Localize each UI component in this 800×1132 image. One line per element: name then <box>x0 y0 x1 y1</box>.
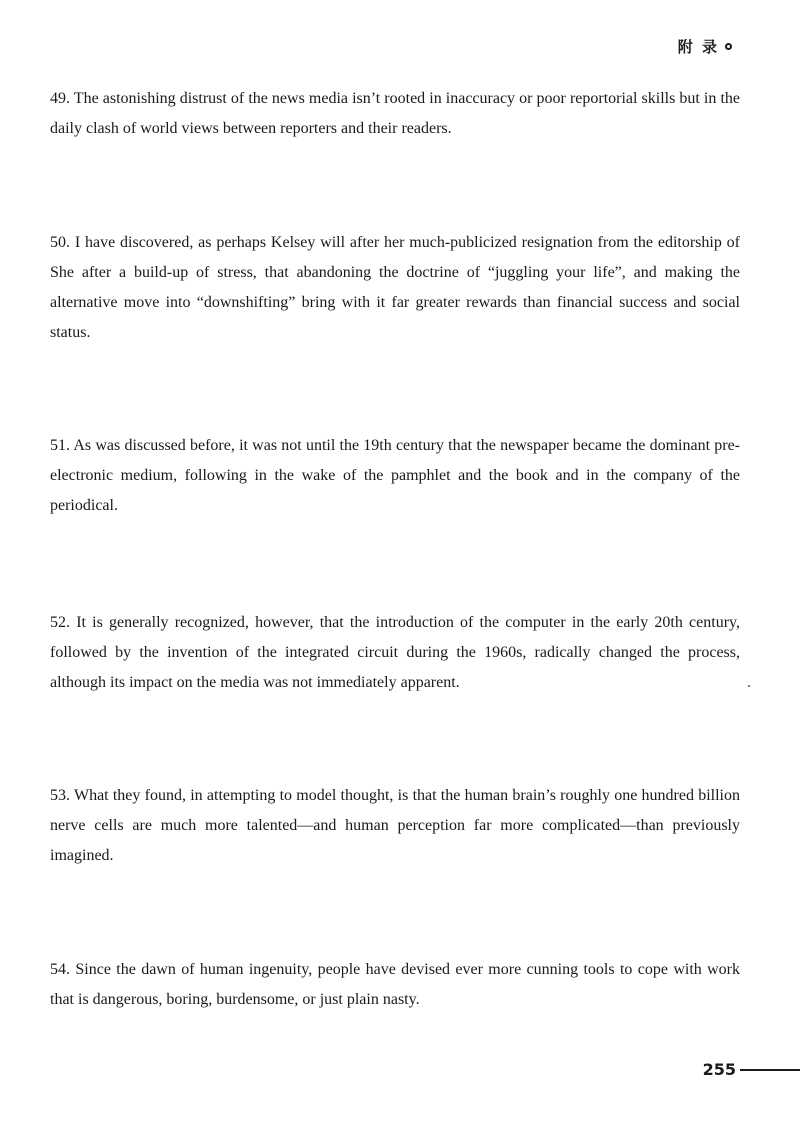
sentence-number: 54. <box>50 961 70 978</box>
sentence-49 <box>50 84 740 144</box>
circle-icon <box>725 43 732 50</box>
sentence-51 <box>50 431 740 521</box>
scan-speck <box>748 685 750 687</box>
page-number-rule <box>740 1069 800 1071</box>
sentence-text: Since the dawn of human ingenuity, people have devised ever more cunning tools to cope with work that is dangerous, boring, burdensome, or just plain nasty. <box>50 961 741 1008</box>
sentence-number: 53. <box>50 787 70 804</box>
sentence-50 <box>50 228 740 348</box>
sentence-text: What they found, in attempting to model thought, is that the human brain’s roughly one hundred billion nerve cells are much more talented—and human perception far more complicated—than previously imagined. <box>50 787 740 864</box>
running-header <box>678 36 732 57</box>
page-footer <box>703 1060 800 1079</box>
sentence-text: As was discussed before, it was not until the 19th century that the newspaper became the dominant pre-electronic medium, following in the wake of the pamphlet and the book and in the company of the periodical. <box>50 437 740 514</box>
sentence-53 <box>50 781 740 871</box>
sentence-number: 52. <box>50 614 70 631</box>
sentence-text: The astonishing distrust of the news media isn’t rooted in inaccuracy or poor reportorial skills but in the daily clash of world views between reporters and their readers. <box>50 90 740 137</box>
sentence-text: I have discovered, as perhaps Kelsey will after her much-publicized resignation from the editorship of She after a build-up of stress, that abandoning the doctrine of “juggling your life”, and making the alternative move into “downshifting” bring with it far greater rewards than financial success and social status. <box>50 234 741 341</box>
sentence-54 <box>50 955 740 1015</box>
section-title: 附 录 <box>677 38 719 56</box>
sentence-52 <box>50 608 740 698</box>
sentence-number: 50. <box>50 234 70 251</box>
sentence-text: It is generally recognized, however, that the introduction of the computer in the early 20th century, followed by the invention of the integrated circuit during the 1960s, radically changed the process, although its impact on the media was not immediately apparent. <box>50 614 740 691</box>
page-number: 255 <box>702 1060 736 1079</box>
sentence-number: 49. <box>50 90 70 107</box>
sentence-number: 51. <box>50 437 70 454</box>
